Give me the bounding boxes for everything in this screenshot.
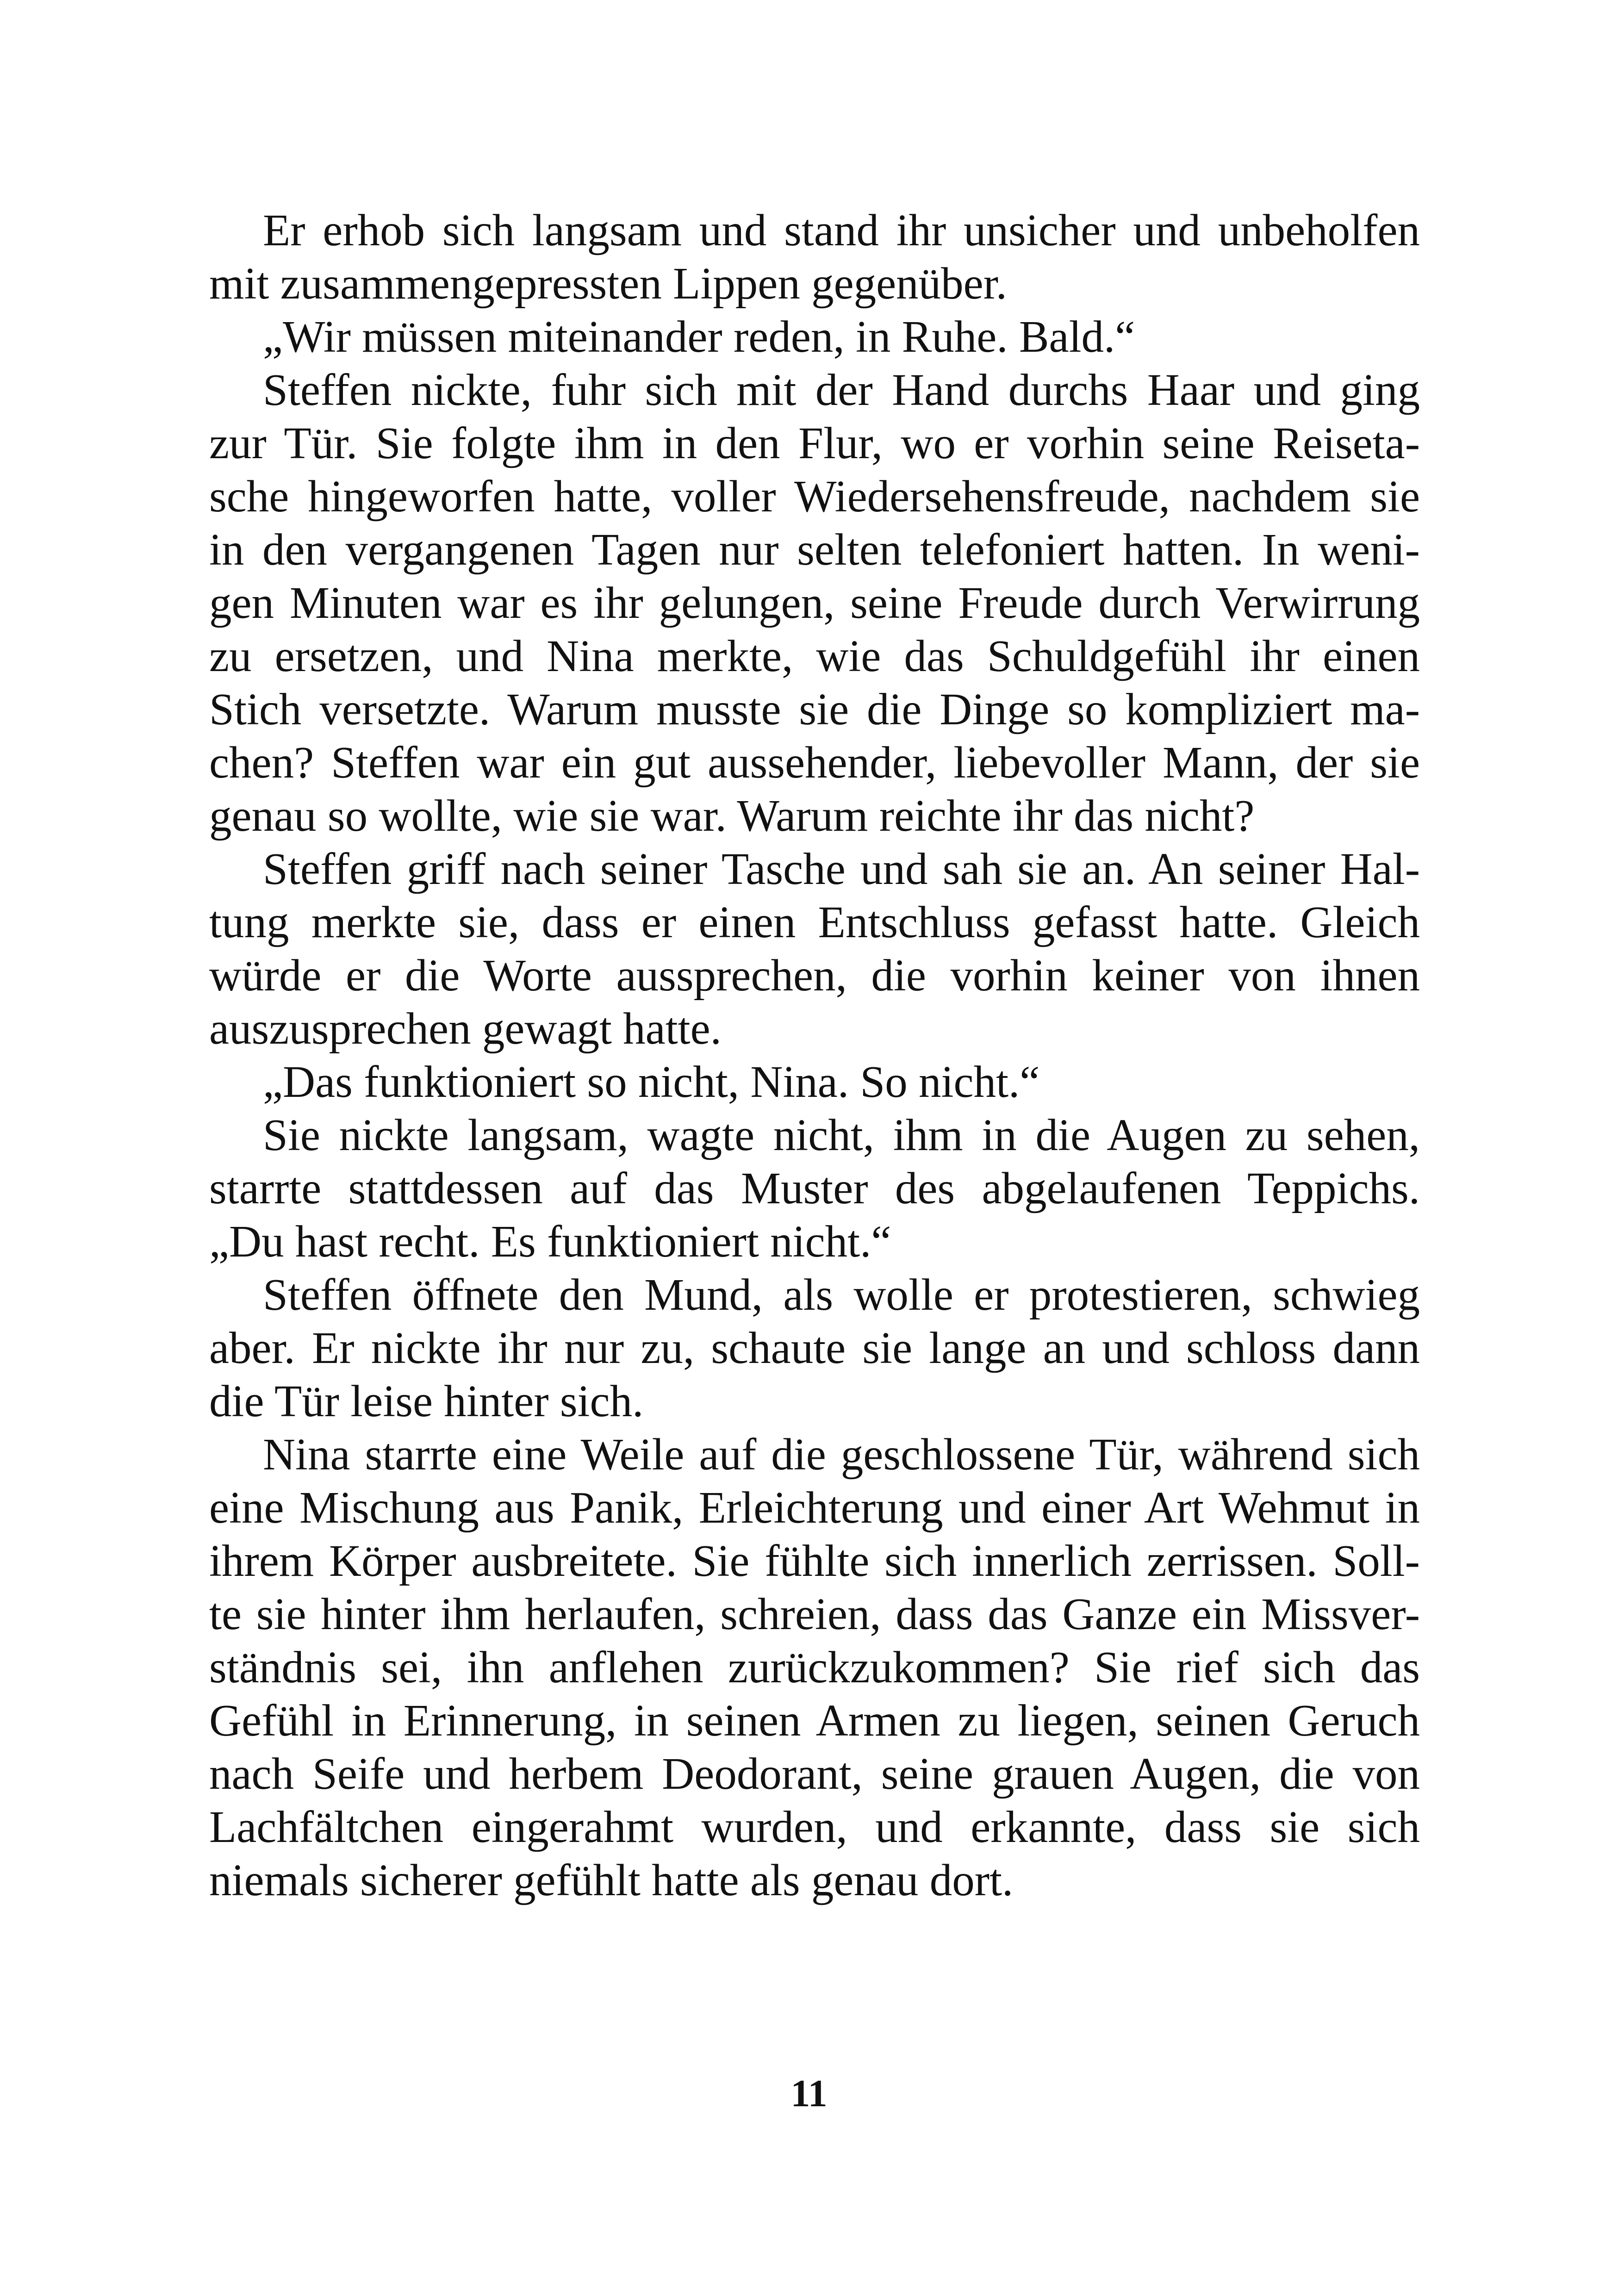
text-line: Steffen griff nach seiner Tasche und sah sie an. An seiner Hal- <box>263 844 1420 894</box>
text-line: chen? Steffen war ein gut aussehender, liebevoller Mann, der sie <box>209 738 1420 787</box>
text-line: eine Mischung aus Panik, Erleichterung und einer Art Wehmut in <box>209 1483 1420 1532</box>
text-line: Gefühl in Erinnerung, in seinen Armen zu liegen, seinen Geruch <box>209 1696 1420 1745</box>
text-line: Nina starrte eine Weile auf die geschlossene Tür, während sich <box>263 1430 1420 1479</box>
text-line: Steffen öffnete den Mund, als wolle er protestieren, schwieg <box>263 1270 1420 1319</box>
text-line: gen Minuten war es ihr gelungen, seine Freude durch Verwirrung <box>209 578 1420 628</box>
text-line: Stich versetzte. Warum musste sie die Dinge so kompliziert ma- <box>209 684 1420 734</box>
text-line: „Du hast recht. Es funktioniert nicht.“ <box>209 1217 891 1266</box>
text-line: ihrem Körper ausbreitete. Sie fühlte sich innerlich zerrissen. Soll- <box>209 1536 1420 1586</box>
text-line: „Das funktioniert so nicht, Nina. So nicht.“ <box>263 1057 1040 1107</box>
page-number: 11 <box>790 2072 828 2115</box>
text-line: auszusprechen gewagt hatte. <box>209 1004 722 1053</box>
text-line: mit zusammengepressten Lippen gegenüber. <box>209 259 1007 308</box>
text-line: te sie hinter ihm herlaufen, schreien, dass das Ganze ein Missver- <box>209 1589 1420 1639</box>
text-line: starrte stattdessen auf das Muster des abgelaufenen Teppichs. <box>209 1164 1420 1213</box>
text-line: niemals sicherer gefühlt hatte als genau dort. <box>209 1855 1014 1905</box>
text-line: in den vergangenen Tagen nur selten telefoniert hatten. In weni- <box>209 525 1420 574</box>
text-line: nach Seife und herbem Deodorant, seine grauen Augen, die von <box>209 1749 1420 1798</box>
text-line: die Tür leise hinter sich. <box>209 1376 644 1426</box>
text-line: zur Tür. Sie folgte ihm in den Flur, wo er vorhin seine Reiseta- <box>209 418 1420 468</box>
text-line: Er erhob sich langsam und stand ihr unsicher und unbeholfen <box>263 205 1420 255</box>
text-line: Sie nickte langsam, wagte nicht, ihm in die Augen zu sehen, <box>263 1110 1420 1160</box>
text-line: Steffen nickte, fuhr sich mit der Hand durchs Haar und ging <box>263 365 1420 415</box>
text-line: zu ersetzen, und Nina merkte, wie das Schuldgefühl ihr einen <box>209 631 1420 681</box>
text-line: ständnis sei, ihn anflehen zurückzukommen? Sie rief sich das <box>209 1643 1420 1692</box>
text-line: Lachfältchen eingerahmt wurden, und erkannte, dass sie sich <box>209 1802 1420 1852</box>
body-text <box>209 204 1420 1907</box>
text-line: würde er die Worte aussprechen, die vorhin keiner von ihnen <box>209 951 1420 1000</box>
text-line: aber. Er nickte ihr nur zu, schaute sie lange an und schloss dann <box>209 1323 1420 1373</box>
text-line: „Wir müssen miteinander reden, in Ruhe. Bald.“ <box>263 312 1135 361</box>
text-line: tung merkte sie, dass er einen Entschluss gefasst hatte. Gleich <box>209 897 1420 947</box>
text-line: sche hingeworfen hatte, voller Wiedersehensfreude, nachdem sie <box>209 472 1420 521</box>
text-line: genau so wollte, wie sie war. Warum reichte ihr das nicht? <box>209 791 1255 840</box>
